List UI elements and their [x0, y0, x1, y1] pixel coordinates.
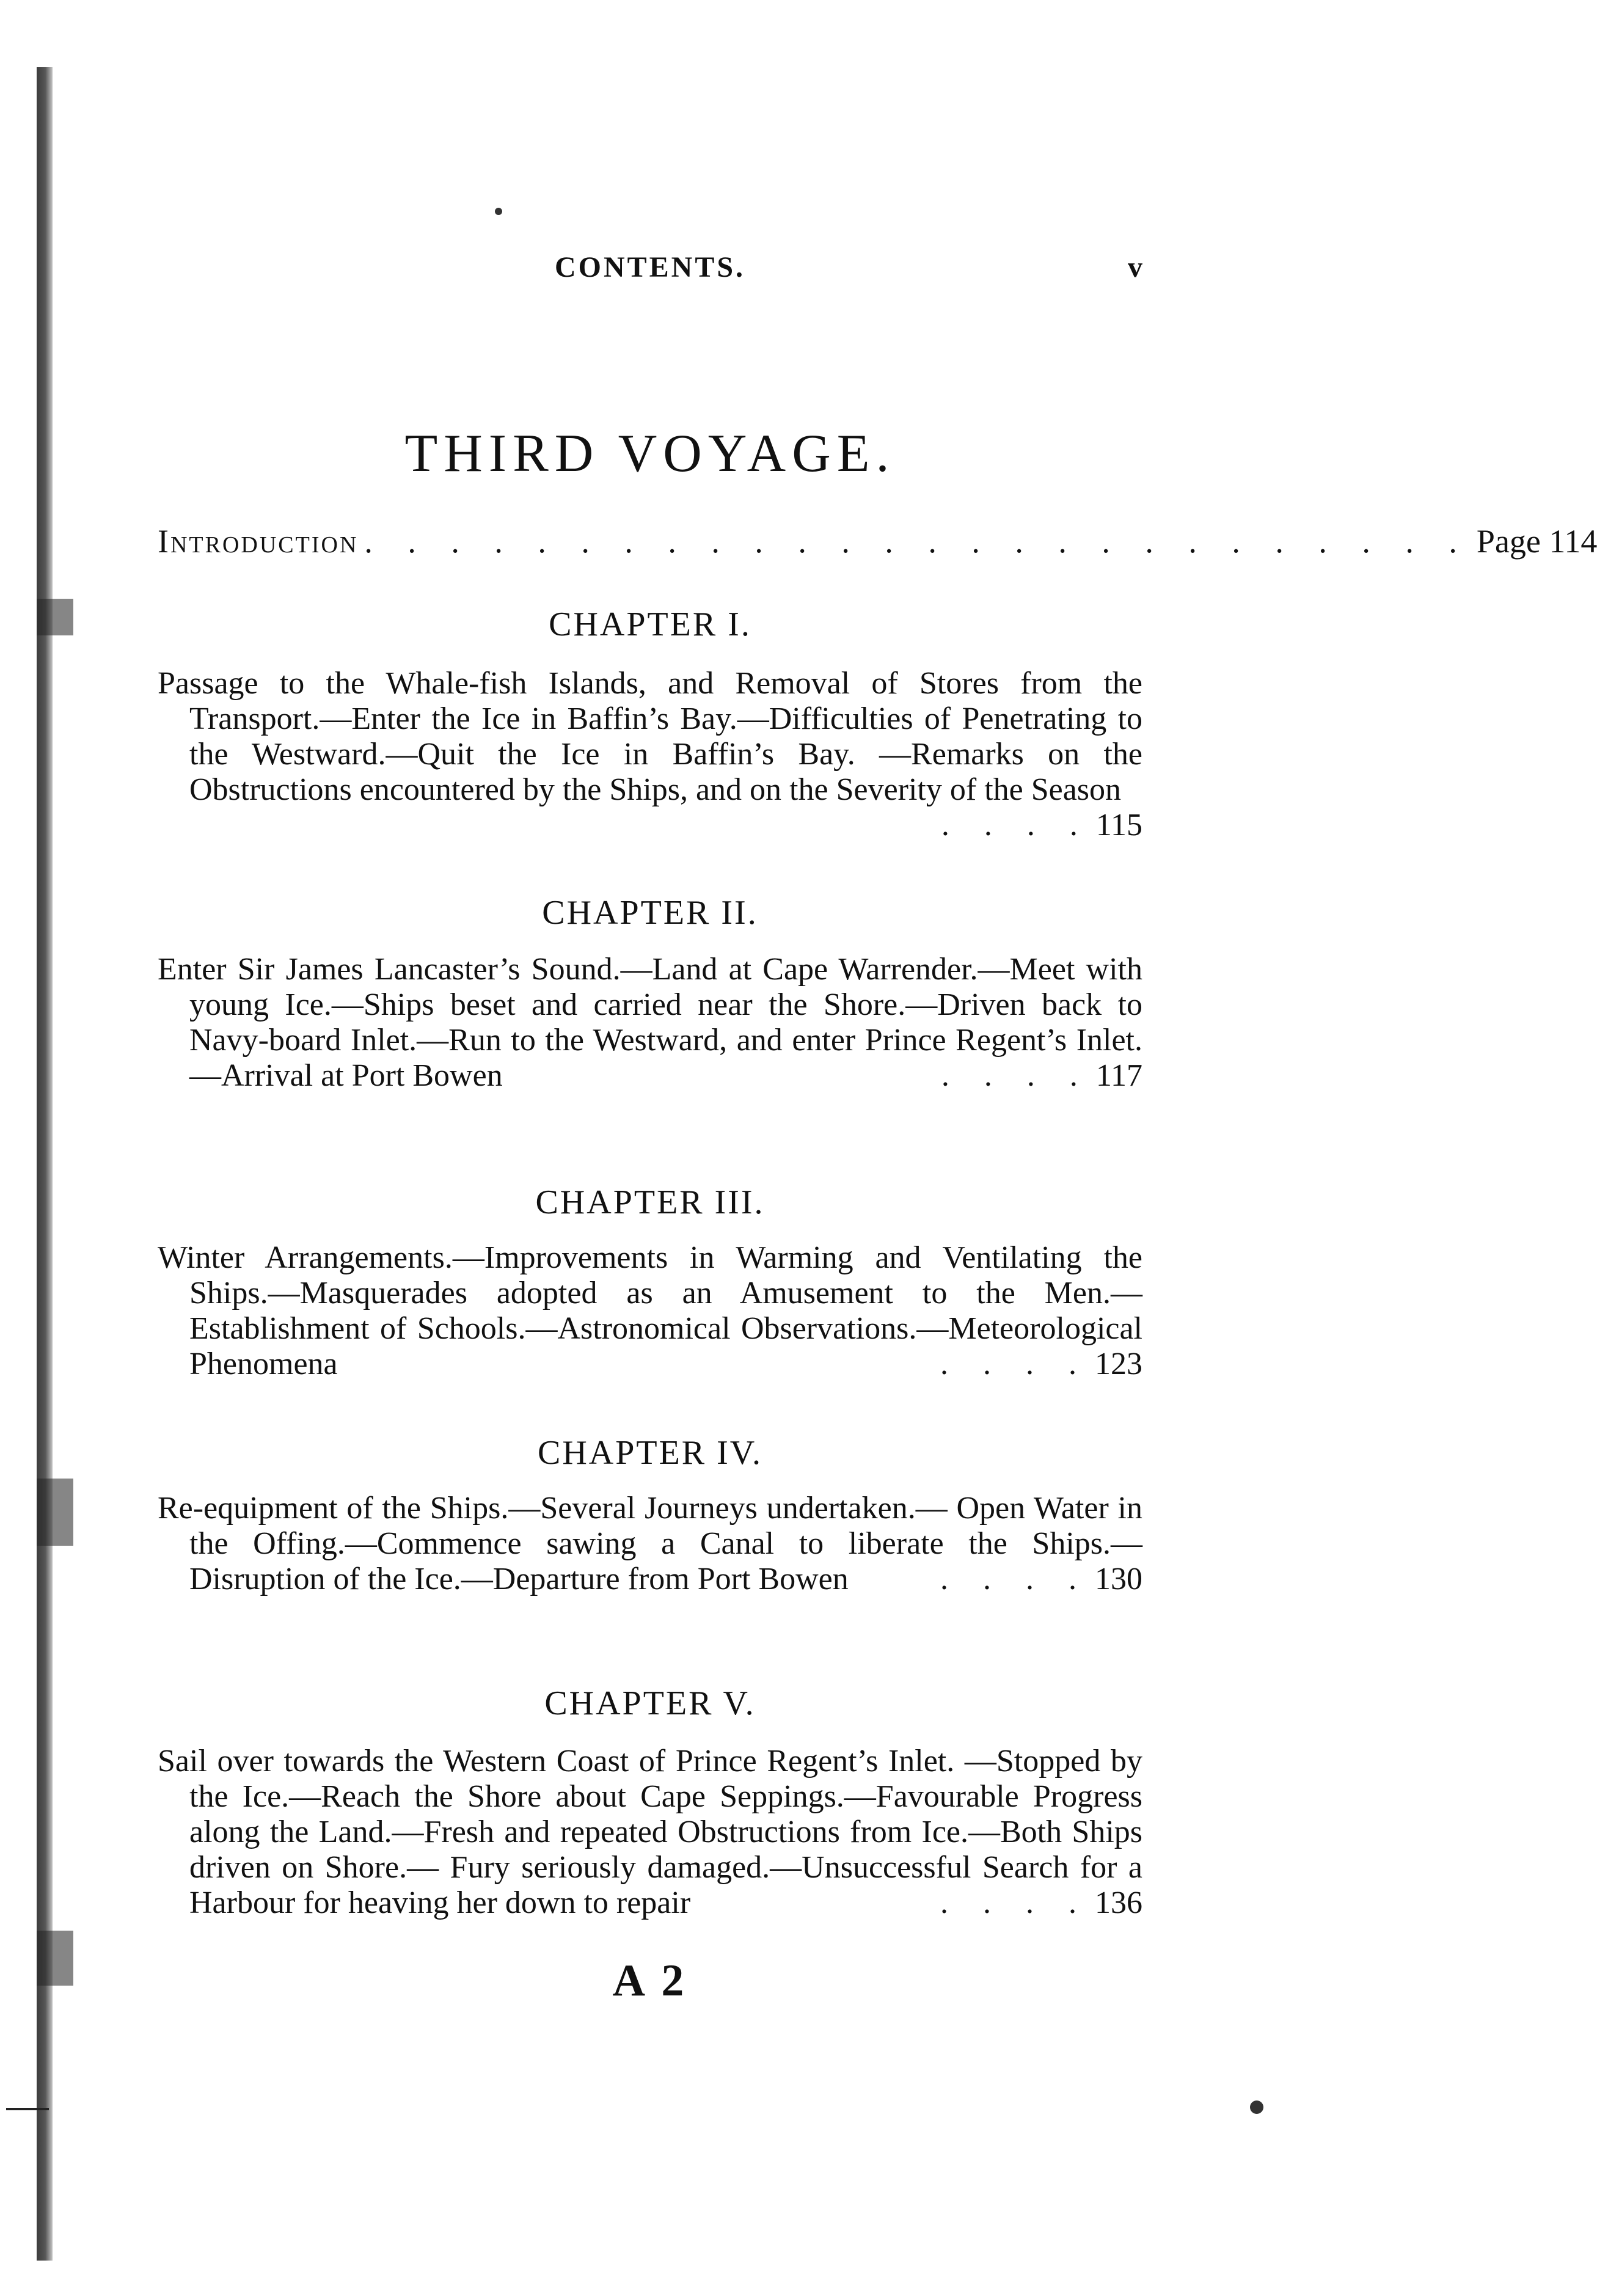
chapter-heading: CHAPTER II. [542, 894, 758, 932]
chapter-summary-text: Re-equipment of the Ships.—Several Journeys undertaken.— Open Water in the Offing.—Commence sawing a Canal to liberate the Ships.—Disruption of the Ice.—Departure from Port Bowen [158, 1491, 1142, 1596]
introduction-label: Introduction [158, 523, 359, 560]
introduction-page: Page 114 [1476, 523, 1597, 560]
chapter-heading: CHAPTER I. [549, 605, 751, 643]
chapter-page: . . . . 130 [940, 1562, 1142, 1596]
chapter-summary-text: Passage to the Whale-fish Islands, and Removal of Stores from the Transport.—Enter the Ice in Baffin’s Bay.—Difficulties of Penetrating to the Westward.—Quit the Ice in Baffin’s Bay. —Remarks on the Obstructions encountered by the Ships, and on the Severity of the Season [158, 666, 1142, 807]
chapter-summary [158, 666, 1142, 843]
chapter-page: . . . . 117 [941, 1058, 1142, 1093]
chapter-heading: CHAPTER V. [544, 1684, 756, 1722]
scan-rule [6, 2108, 49, 2110]
chapter-page: . . . . 136 [940, 1885, 1142, 1920]
chapter-summary-text: Winter Arrangements.—Improvements in Warming and Ventilating the Ships.—Masquerades adopted as an Amusement to the Men.—Establishment of Schools.—Astronomical Observations.—Meteorological Phenomena [158, 1240, 1142, 1381]
chapter-heading: CHAPTER IV. [537, 1434, 762, 1472]
dot-leader: . . . . [941, 808, 1091, 843]
chapter-page: . . . . 123 [940, 1347, 1142, 1381]
chapter-summary [158, 1744, 1142, 1921]
scan-speck [37, 1479, 73, 1546]
introduction-entry [158, 522, 1597, 560]
dot-leader: . . . . [941, 1058, 1091, 1093]
running-head [158, 250, 1142, 293]
folio: v [1128, 251, 1142, 283]
chapter-summary [158, 1240, 1142, 1382]
scan-speck [37, 1931, 73, 1986]
chapter-summary-text: Enter Sir James Lancaster’s Sound.—Land at Cape Warrender.—Meet with young Ice.—Ships beset and carried near the Shore.—Driven back to Navy-board Inlet.—Run to the Westward, and enter Prince Regent’s Inlet.—Arrival at Port Bowen [158, 952, 1142, 1093]
signature-mark: A 2 [612, 1956, 688, 2006]
ink-speck [495, 208, 502, 215]
running-title: CONTENTS. [554, 251, 746, 283]
ink-speck [1250, 2100, 1263, 2114]
section-title: THIRD VOYAGE. [404, 424, 896, 483]
dot-leader: . . . . [940, 1347, 1090, 1381]
dot-leader: . . . . . . . . . . . . . . . . . . . . . . . . . . [364, 523, 1471, 560]
scan-speck [37, 599, 73, 635]
chapter-summary [158, 952, 1142, 1094]
chapter-summary-text: Sail over towards the Western Coast of Prince Regent’s Inlet. —Stopped by the Ice.—Reach the Shore about Cape Seppings.—Favourable Progress along the Land.—Fresh and repeated Obstructions from Ice.—Both Ships driven on Shore.— Fury seriously damaged.—Unsuccessful Search for a Harbour for heaving her down to repair [158, 1744, 1142, 1920]
chapter-page: . . . . 115 [941, 808, 1142, 843]
dot-leader: . . . . [940, 1562, 1090, 1596]
dot-leader: . . . . [940, 1885, 1090, 1920]
chapter-heading: CHAPTER III. [535, 1183, 765, 1221]
chapter-summary [158, 1491, 1142, 1597]
